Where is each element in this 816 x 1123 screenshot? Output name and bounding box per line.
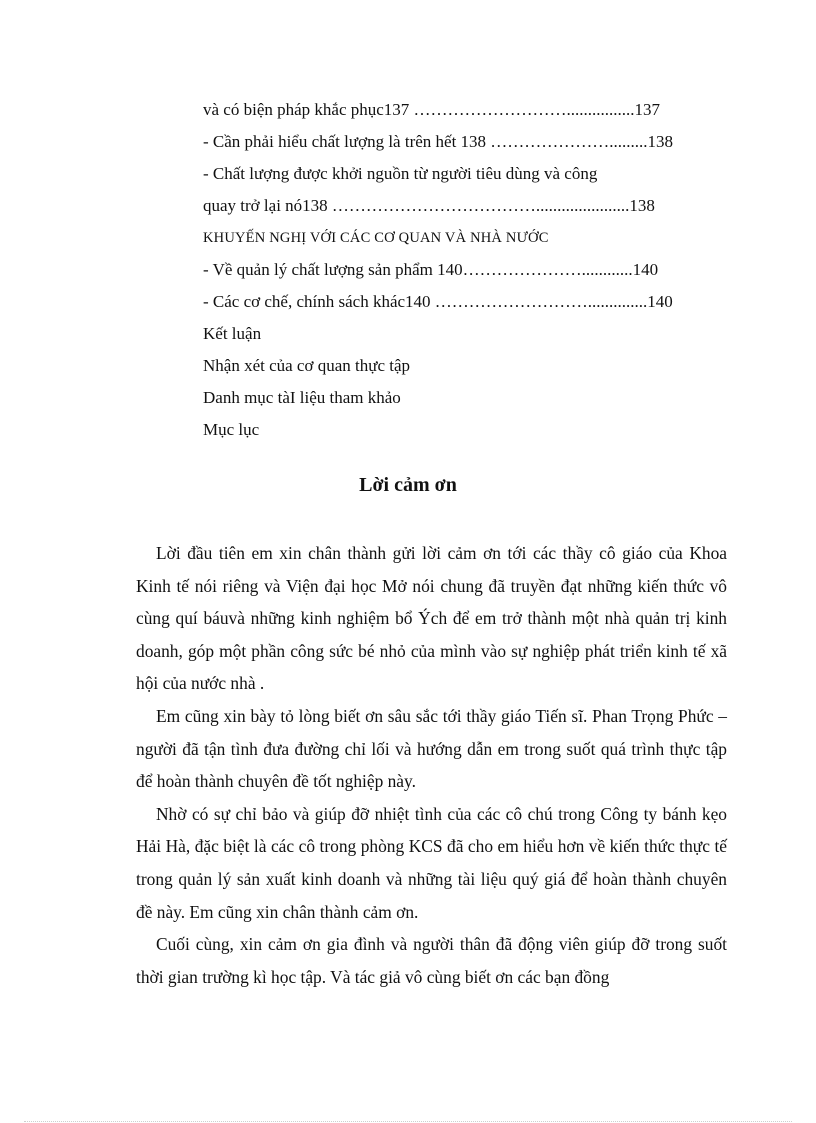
paragraph-text: Nhờ có sự chỉ bảo và giúp đỡ nhiệt tình của các cô chú trong Công ty bánh kẹo Hải Hà, đặc biệt là các cô trong phòng KCS đã cho em hiểu hơn về kiến thức thực tế trong quản lý sản xuất kinh doanh và những tài liệu quý giá để hoàn thành chuyên đề này. Em cũng xin chân thành cảm ơn. xyxy=(136,803,727,922)
toc-entry-text: Danh mục tàI liệu tham khảo xyxy=(203,388,401,407)
toc-entry-text: KHUYẾN NGHỊ VỚI CÁC CƠ QUAN VÀ NHÀ NƯỚC xyxy=(203,230,549,246)
toc-entry-text: - Các cơ chế, chính sách khác140 ………………………..............140 xyxy=(203,292,673,311)
toc-entry xyxy=(203,318,711,350)
paragraph-text: Lời đầu tiên em xin chân thành gửi lời cảm ơn tới các thầy cô giáo của Khoa Kinh tế nói riêng và Viện đại học Mở nói chung đã truyền đạt những kiến thức vô cùng quí báuvà những kinh nghiệm bổ Ých để em trở thành một nhà quản trị kinh doanh, góp một phần công sức bé nhỏ của mình vào sự nghiệp phát triển kinh tế xã hội của nước nhà . xyxy=(136,543,727,694)
table-of-contents xyxy=(203,94,711,446)
toc-entry xyxy=(203,126,711,158)
section-title: Lời cảm ơn xyxy=(359,474,457,496)
toc-entry xyxy=(203,254,711,286)
toc-entry xyxy=(203,190,711,222)
toc-entry xyxy=(203,158,711,190)
paragraph xyxy=(136,928,727,993)
toc-entry-text: Nhận xét của cơ quan thực tập xyxy=(203,356,411,375)
paragraph-text: Em cũng xin bày tỏ lòng biết ơn sâu sắc tới thầy giáo Tiến sĩ. Phan Trọng Phức – người đã tận tình đưa đường chỉ lối và hướng dẫn em trong suốt quá trình thực tập để hoàn thành chuyên đề tốt nghiệp này. xyxy=(136,705,727,792)
toc-entry xyxy=(203,414,711,446)
toc-entry-text: quay trở lại nó138 ………………………………......................138 xyxy=(203,196,655,215)
toc-entry xyxy=(203,286,711,318)
toc-entry-text: - Chất lượng được khởi nguồn từ người tiêu dùng và công xyxy=(203,164,598,183)
page-bottom-border xyxy=(24,1121,792,1122)
toc-section-heading xyxy=(203,222,711,254)
toc-entry-text: Kết luận xyxy=(203,324,262,343)
toc-entry-text: - Cần phải hiểu chất lượng là trên hết 138 ………………….........138 xyxy=(203,132,674,151)
acknowledgement-body xyxy=(136,537,727,993)
paragraph-text: Cuối cùng, xin cảm ơn gia đình và người thân đã động viên giúp đỡ trong suốt thời gian trường kì học tập. Và tác giả vô cùng biết ơn các bạn đồng xyxy=(136,934,727,987)
toc-entry-text: Mục lục xyxy=(203,420,260,439)
toc-entry xyxy=(203,382,711,414)
toc-entry-text: và có biện pháp khắc phục137 ………………………................137 xyxy=(203,100,661,119)
toc-entry-text: - Về quản lý chất lượng sản phẩm 140…………………............140 xyxy=(203,260,659,279)
paragraph xyxy=(136,798,727,928)
paragraph xyxy=(136,537,727,700)
toc-entry xyxy=(203,94,711,126)
paragraph xyxy=(136,700,727,798)
toc-entry xyxy=(203,350,711,382)
